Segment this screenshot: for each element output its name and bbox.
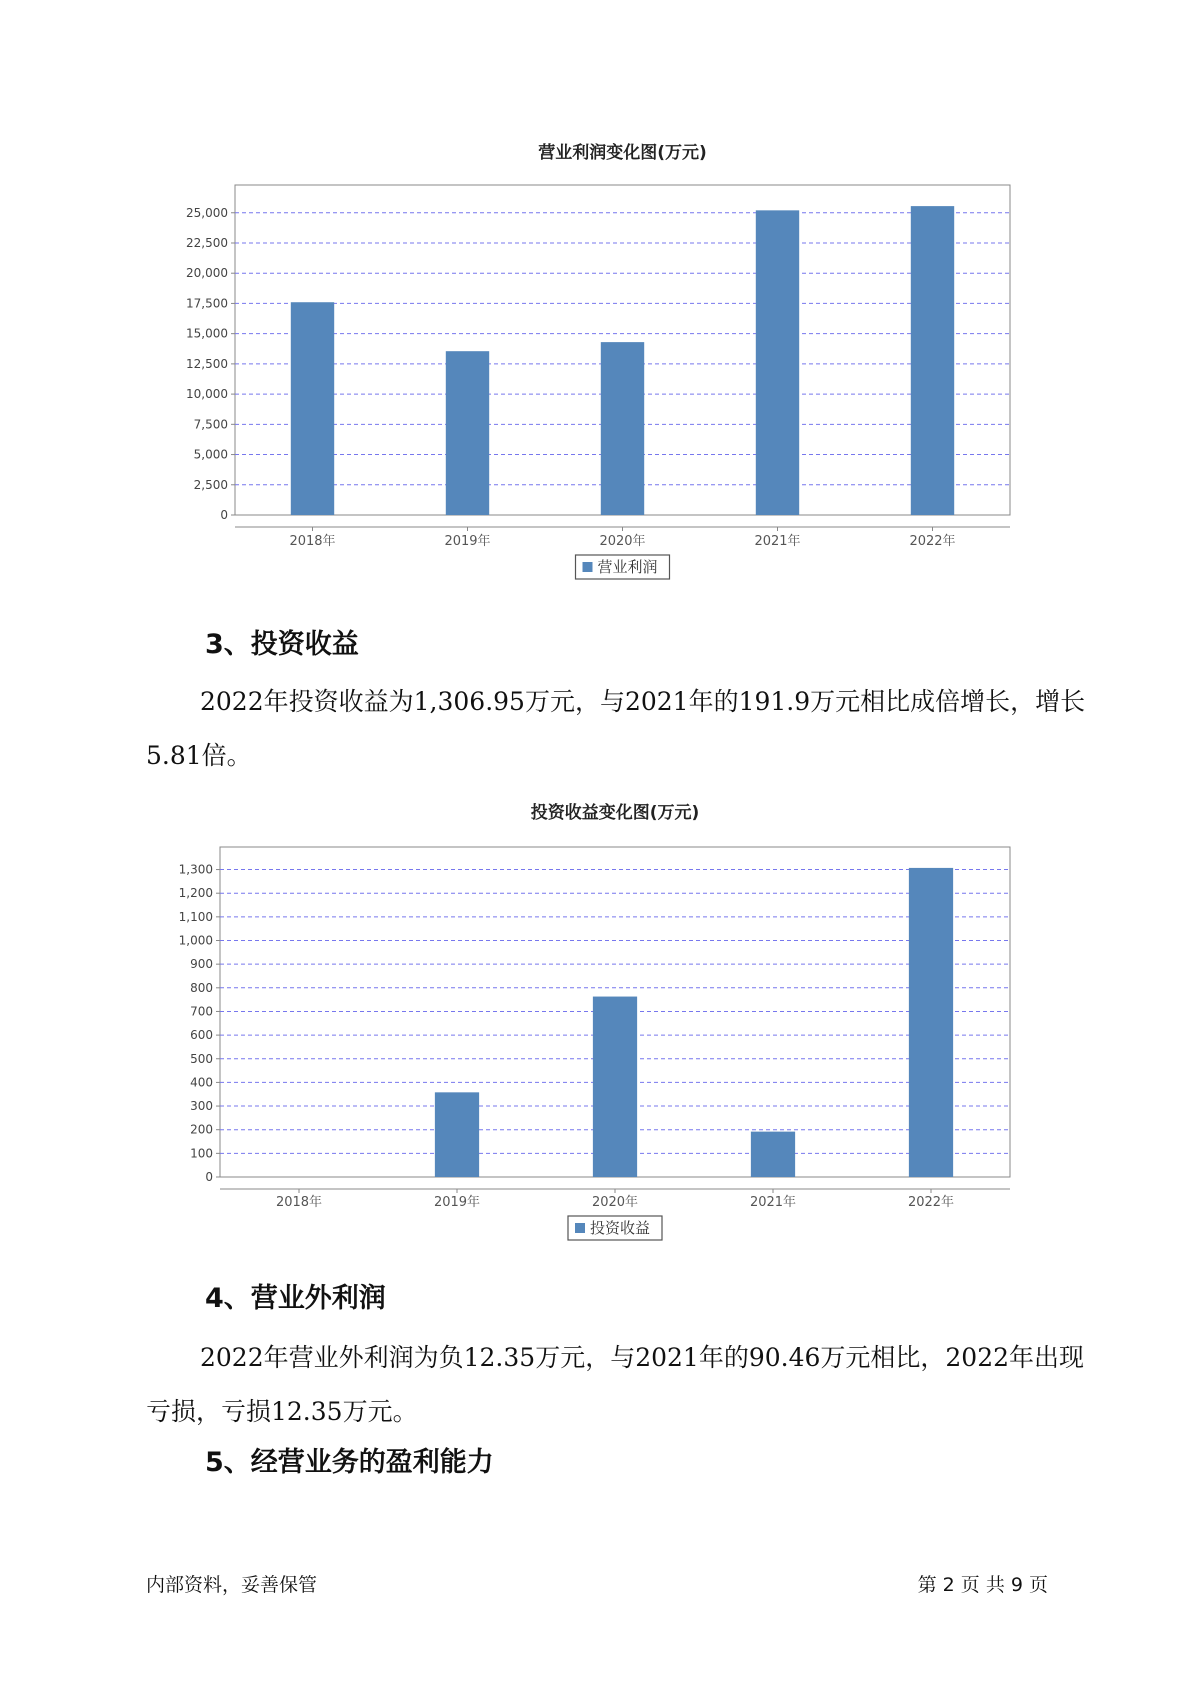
bar bbox=[435, 1092, 479, 1177]
footer-confidential-note: 内部资料，妥善保管 bbox=[146, 1574, 318, 1596]
legend-swatch bbox=[575, 1223, 585, 1233]
section-4-heading: 4、营业外利润 bbox=[205, 1283, 386, 1314]
y-tick-label: 800 bbox=[190, 980, 213, 995]
legend-label: 营业利润 bbox=[597, 558, 658, 576]
y-tick-label: 100 bbox=[190, 1146, 213, 1161]
y-tick-label: 400 bbox=[190, 1075, 213, 1090]
y-tick-label: 5,000 bbox=[193, 447, 228, 462]
section-5-heading: 5、经营业务的盈利能力 bbox=[205, 1447, 494, 1478]
section-3-heading: 3、投资收益 bbox=[205, 629, 359, 660]
y-tick-label: 1,000 bbox=[178, 933, 213, 948]
y-tick-label: 1,200 bbox=[178, 886, 213, 901]
y-tick-label: 900 bbox=[190, 957, 213, 972]
legend-label: 投资收益 bbox=[590, 1219, 651, 1237]
y-tick-label: 2,500 bbox=[193, 477, 228, 492]
y-tick-label: 0 bbox=[205, 1170, 213, 1184]
y-tick-label: 12,500 bbox=[186, 356, 228, 371]
chart-title: 投资收益变化图(万元) bbox=[530, 803, 700, 823]
footer-page-number: 第 2 页 共 9 页 bbox=[917, 1574, 1048, 1596]
y-tick-label: 500 bbox=[190, 1051, 213, 1066]
x-tick-label: 2018年 bbox=[275, 1195, 323, 1210]
x-tick-label: 2018年 bbox=[289, 534, 336, 549]
x-tick-label: 2022年 bbox=[907, 1195, 955, 1210]
y-tick-label: 22,500 bbox=[186, 235, 228, 250]
y-tick-label: 10,000 bbox=[186, 387, 228, 402]
y-tick-label: 600 bbox=[190, 1028, 213, 1043]
section-4-paragraph: 2022年营业外利润为负12.35万元，与2021年的90.46万元相比，2022年出现亏损，亏损12.35万元。 bbox=[146, 1343, 1085, 1426]
section-3-paragraph: 2022年投资收益为1,306.95万元，与2021年的191.9万元相比成倍增长，增长5.81倍。 bbox=[146, 687, 1086, 770]
x-tick-label: 2020年 bbox=[591, 1195, 639, 1210]
y-tick-label: 300 bbox=[190, 1099, 213, 1114]
y-tick-label: 0 bbox=[220, 508, 228, 522]
y-tick-label: 15,000 bbox=[186, 326, 228, 341]
chart-title: 营业利润变化图(万元) bbox=[538, 143, 707, 163]
y-tick-label: 1,300 bbox=[178, 862, 213, 877]
x-tick-label: 2021年 bbox=[749, 1195, 797, 1210]
y-tick-label: 25,000 bbox=[186, 205, 228, 220]
bar bbox=[751, 1132, 795, 1177]
bar bbox=[909, 868, 953, 1177]
x-tick-label: 2020年 bbox=[599, 534, 646, 549]
x-tick-label: 2022年 bbox=[909, 534, 956, 549]
y-tick-label: 700 bbox=[190, 1004, 213, 1019]
bar bbox=[593, 997, 637, 1177]
y-tick-label: 17,500 bbox=[186, 296, 228, 311]
y-tick-label: 7,500 bbox=[193, 417, 228, 432]
y-tick-label: 200 bbox=[190, 1122, 213, 1137]
x-tick-label: 2019年 bbox=[433, 1195, 481, 1210]
x-tick-label: 2019年 bbox=[444, 534, 491, 549]
y-tick-label: 1,100 bbox=[178, 909, 213, 924]
x-tick-label: 2021年 bbox=[754, 534, 801, 549]
y-tick-label: 20,000 bbox=[186, 266, 228, 281]
